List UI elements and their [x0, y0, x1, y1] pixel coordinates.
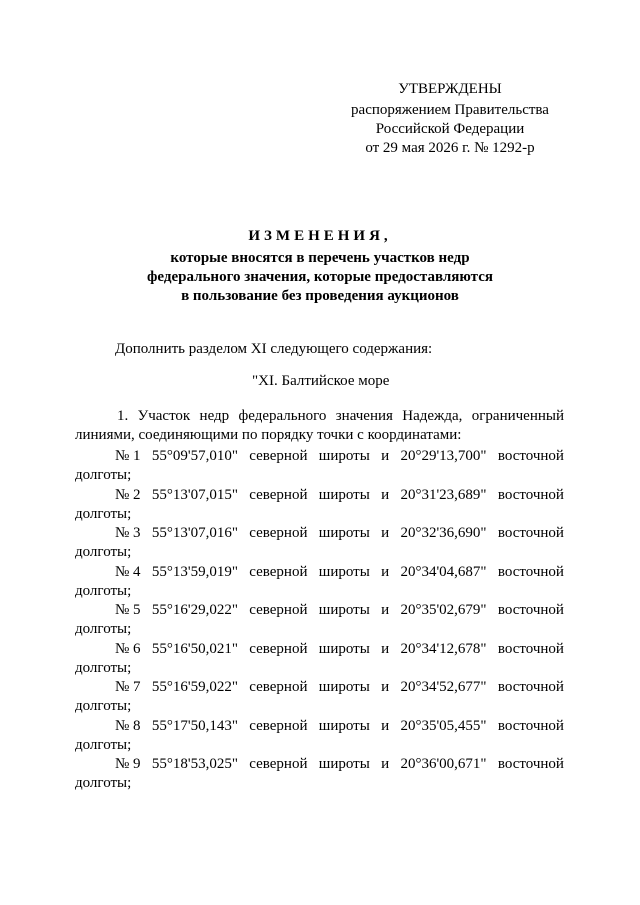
- coordinate-point: [75, 601, 564, 640]
- point-number: № 7: [115, 679, 141, 695]
- longitude-value: 20°35'05,455": [400, 717, 487, 734]
- latitude-word: широты: [318, 640, 370, 657]
- and-word: и: [381, 640, 390, 657]
- longitude-word: долготы;: [75, 467, 132, 483]
- north-word: северной: [249, 448, 308, 464]
- longitude-value: 20°35'02,679": [400, 602, 487, 618]
- point-number: № 8: [115, 717, 141, 734]
- north-word: северной: [249, 640, 308, 657]
- document-heading: [75, 227, 565, 306]
- latitude-word: широты: [318, 563, 370, 580]
- longitude-word: долготы;: [75, 582, 132, 599]
- latitude-value: 55°17'50,143": [151, 717, 238, 734]
- longitude-value: 20°29'13,700": [400, 448, 487, 464]
- longitude-value: 20°32'36,690": [400, 525, 487, 541]
- coordinate-point: [75, 717, 564, 756]
- east-word: восточной: [497, 717, 564, 734]
- north-word: северной: [249, 563, 308, 580]
- coordinate-point-line: [75, 447, 564, 466]
- coordinate-point: [75, 486, 564, 525]
- point-number: № 6: [115, 640, 141, 657]
- latitude-value: 55°16'50,021": [151, 640, 238, 657]
- and-word: и: [381, 756, 390, 772]
- and-word: и: [381, 448, 390, 464]
- coordinate-point: [75, 563, 564, 602]
- coordinate-point-line: [75, 678, 564, 697]
- longitude-value: 20°36'00,671": [400, 756, 487, 772]
- coordinate-point-line: [75, 524, 564, 543]
- latitude-word: широты: [318, 486, 370, 503]
- latitude-value: 55°13'59,019": [151, 563, 238, 580]
- latitude-word: широты: [318, 717, 370, 734]
- longitude-word: долготы;: [75, 659, 132, 676]
- coordinate-points-list: [75, 447, 564, 794]
- intro-text: Дополнить разделом XI следующего содержания:: [115, 341, 433, 357]
- latitude-word: широты: [318, 602, 370, 618]
- latitude-value: 55°16'29,022": [151, 602, 238, 618]
- latitude-value: 55°13'07,016": [151, 525, 238, 541]
- latitude-value: 55°13'07,015": [151, 486, 238, 503]
- coordinate-point: [75, 678, 564, 717]
- east-word: восточной: [497, 679, 564, 695]
- east-word: восточной: [497, 448, 564, 464]
- longitude-word: долготы;: [75, 544, 132, 560]
- approval-title: УТВЕРЖДЕНЫ: [398, 81, 502, 97]
- point-number: № 1: [115, 448, 141, 464]
- north-word: северной: [249, 525, 308, 541]
- east-word: восточной: [497, 486, 564, 503]
- longitude-word: долготы;: [75, 505, 132, 522]
- east-word: восточной: [497, 525, 564, 541]
- heading-subtitle-line: в пользование без проведения аукционов: [181, 288, 459, 304]
- latitude-word: широты: [318, 679, 370, 695]
- point-number: № 9: [115, 756, 141, 772]
- coordinate-point-line: [75, 563, 564, 582]
- latitude-value: 55°16'59,022": [151, 679, 238, 695]
- longitude-value: 20°34'12,678": [400, 640, 487, 657]
- section-title: "XI. Балтийское море: [252, 373, 390, 389]
- and-word: и: [381, 563, 390, 580]
- and-word: и: [381, 717, 390, 734]
- east-word: восточной: [497, 602, 564, 618]
- east-word: восточной: [497, 756, 564, 772]
- latitude-value: 55°09'57,010": [151, 448, 238, 464]
- longitude-word: долготы;: [75, 775, 132, 791]
- approval-line: от 29 мая 2026 г. № 1292-р: [365, 140, 535, 156]
- longitude-word: долготы;: [75, 736, 132, 753]
- coordinate-point-line: [75, 601, 564, 620]
- coordinate-point: [75, 447, 564, 486]
- latitude-word: широты: [318, 448, 370, 464]
- point-number: № 3: [115, 525, 141, 541]
- heading-subtitle-line: федерального значения, которые предоставляются: [147, 269, 493, 285]
- coordinate-point: [75, 524, 564, 563]
- longitude-value: 20°34'04,687": [400, 563, 487, 580]
- latitude-word: широты: [318, 525, 370, 541]
- longitude-value: 20°34'52,677": [400, 679, 487, 695]
- coordinate-point-line: [75, 717, 564, 736]
- paragraph-1: [75, 407, 564, 445]
- approval-block: [330, 80, 570, 158]
- north-word: северной: [249, 486, 308, 503]
- coordinate-point: [75, 640, 564, 679]
- coordinate-point-line: [75, 486, 564, 505]
- point-number: № 5: [115, 602, 141, 618]
- north-word: северной: [249, 679, 308, 695]
- heading-subtitle-line: которые вносятся в перечень участков недр: [170, 250, 470, 266]
- heading-title: ИЗМЕНЕНИЯ,: [248, 228, 392, 244]
- longitude-value: 20°31'23,689": [400, 486, 487, 503]
- paragraph-text: 1. Участок недр федерального значения Надежда, ограниченный линиями, соединяющими по порядку точки с координатами:: [75, 408, 564, 443]
- and-word: и: [381, 486, 390, 503]
- north-word: северной: [249, 602, 308, 618]
- east-word: восточной: [497, 563, 564, 580]
- heading-subtitle: [75, 249, 565, 306]
- coordinate-point-line: [75, 640, 564, 659]
- approval-line: Российской Федерации: [375, 121, 525, 137]
- coordinate-point: [75, 755, 564, 794]
- latitude-word: широты: [318, 756, 370, 772]
- and-word: и: [381, 679, 390, 695]
- and-word: и: [381, 525, 390, 541]
- east-word: восточной: [497, 640, 564, 657]
- latitude-value: 55°18'53,025": [151, 756, 238, 772]
- north-word: северной: [249, 717, 308, 734]
- point-number: № 4: [115, 563, 141, 580]
- longitude-word: долготы;: [75, 621, 132, 637]
- north-word: северной: [249, 756, 308, 772]
- longitude-word: долготы;: [75, 698, 132, 714]
- approval-line: распоряжением Правительства: [351, 102, 549, 118]
- coordinate-point-line: [75, 755, 564, 774]
- point-number: № 2: [115, 486, 141, 503]
- and-word: и: [381, 602, 390, 618]
